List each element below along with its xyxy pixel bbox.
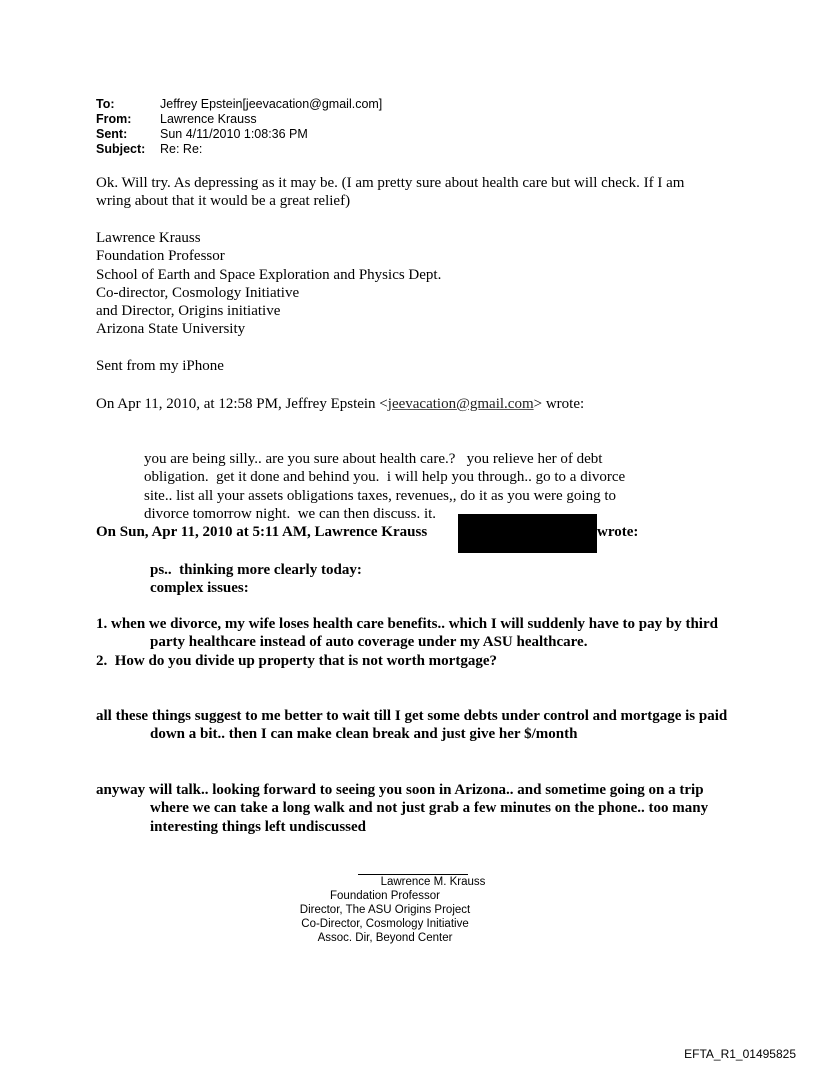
reply-intro-suffix: > wrote: [533,396,585,412]
to-label: To: [96,97,115,111]
signature-line: Lawrence Krauss [96,230,201,246]
sig-line: Co-Director, Cosmology Initiative [301,918,469,930]
epstein-message [144,450,625,523]
sig-line: Foundation Professor [330,890,440,902]
krauss-intro-prefix: On Sun, Apr 11, 2010 at 5:11 AM, Lawrence Krauss [96,524,428,540]
subject-label: Subject: [96,142,146,156]
krauss-sig-block [260,874,510,945]
header-subject-row [96,142,382,157]
from-label: From: [96,112,132,126]
krauss-para-2: anyway will talk.. looking forward to seeing you soon in Arizona.. and sometime going on a trip where we can take a long walk and not just grab a few minutes on the phone.. too many interesting things left undiscussed [96,782,709,835]
email-link[interactable]: jeevacation@gmail.com [387,396,534,412]
ps-block [150,561,362,598]
ps-line: ps.. thinking more clearly today: [150,562,362,578]
signature-line: Co-director, Cosmology Initiative [96,284,300,301]
signature-line: Arizona State University [96,321,246,338]
signature-line: School of Earth and Space Exploration and Physics Dept. [96,266,442,283]
epstein-line: you are being silly.. are you sure about health care.? you relieve her of debt [144,451,603,467]
email-header [96,97,382,157]
krauss-para-2-wrap [96,781,740,836]
header-from-row [96,112,382,127]
header-to-row [96,97,382,112]
epstein-line: divorce tomorrow night. we can then discuss. it. [144,505,437,522]
sig-line: Director, The ASU Origins Project [299,904,471,916]
reply-intro-prefix: On Apr 11, 2010, at 12:58 PM, Jeffrey Epstein < [96,396,388,412]
signature [96,229,441,339]
sig-name: Lawrence M. Krauss [380,876,486,888]
epstein-line: site.. list all your assets obligations taxes, revenues,, do it as you were going to [144,487,617,504]
sent-from-line [96,357,224,375]
krauss-issues [96,615,740,670]
from-value: Lawrence Krauss [160,112,257,126]
sig-line: Assoc. Dir, Beyond Center [317,932,453,944]
reply-intro [96,395,584,413]
document-id: EFTA_R1_01495825 [684,1047,796,1061]
krauss-intro-suffix-wrap [597,523,638,541]
krauss-para-1-wrap [96,707,740,744]
reply-line-2: wring about that it would be a great relief) [96,193,351,210]
to-value: Jeffrey Epstein[jeevacation@gmail.com] [160,97,383,111]
krauss-para-1: all these things suggest to me better to wait till I get some debts under control and mortgage is paid down a bit.. then I can make clean break and just give her $/month [96,708,728,743]
subject-value: Re: Re: [160,142,203,156]
signature-line: and Director, Origins initiative [96,303,281,320]
krauss-intro [96,523,427,541]
sent-value: Sun 4/11/2010 1:08:36 PM [160,127,308,141]
issue-1: 1. when we divorce, my wife loses health care benefits.. which I will suddenly have to pay by third party healthcare instead of auto coverage under my ASU healthcare. [96,616,718,651]
reply-body [96,174,684,211]
redaction-box [458,514,597,553]
epstein-line: obligation. get it done and behind you. i will help you through.. go to a divorce [144,469,626,486]
sent-label: Sent: [96,127,128,141]
reply-line-1: Ok. Will try. As depressing as it may be. (I am pretty sure about health care but will check. If I am [96,175,685,191]
complex-issues-line: complex issues: [150,580,249,597]
sent-from-text: Sent from my iPhone [96,358,224,374]
header-sent-row [96,127,382,142]
issue-2: 2. How do you divide up property that is not worth mortgage? [96,652,497,669]
signature-line: Foundation Professor [96,248,225,265]
krauss-intro-suffix: wrote: [597,524,639,540]
